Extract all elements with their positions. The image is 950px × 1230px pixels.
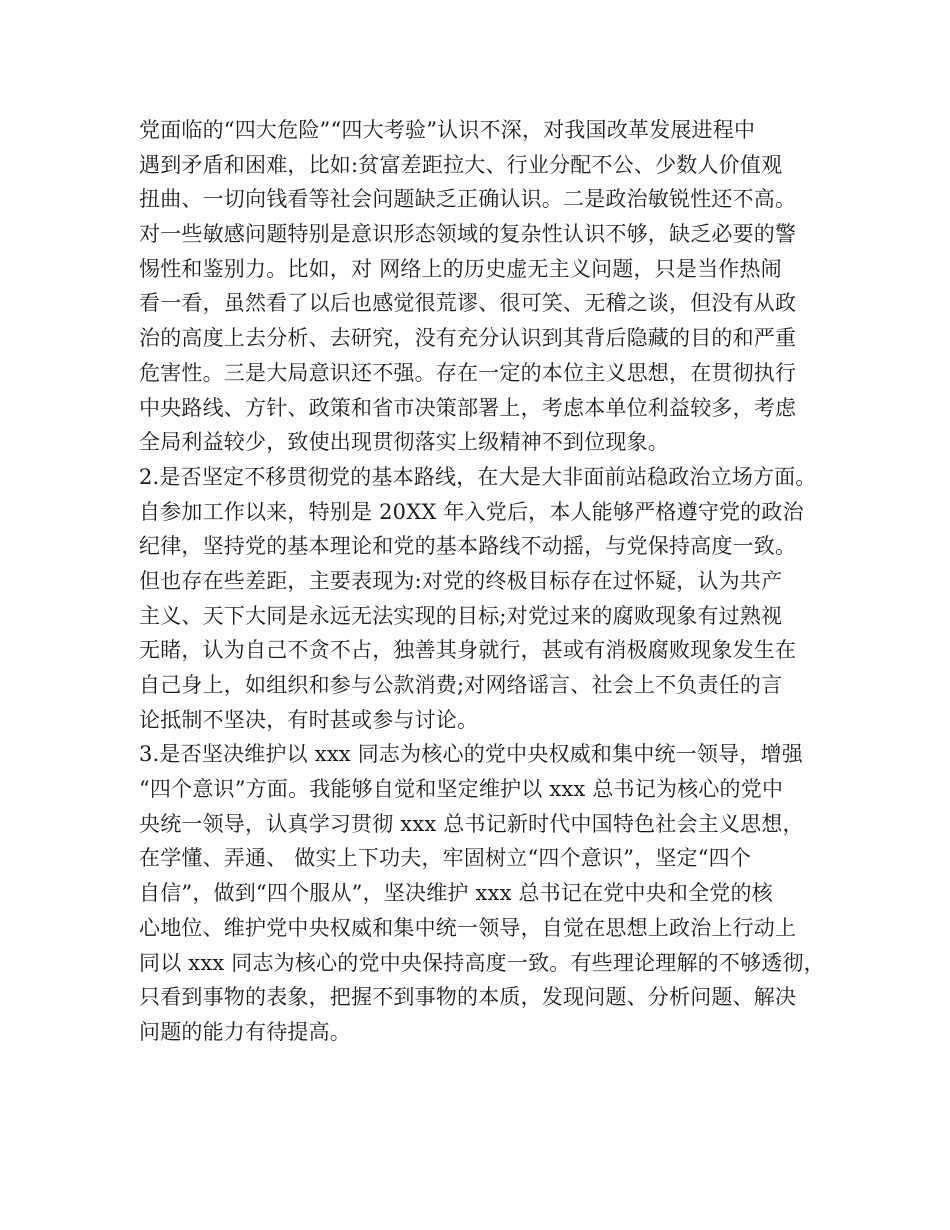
section-heading-line: 3.是否坚决维护以 xxx 同志为核心的党中央权威和集中统一领导，增强 [139,742,803,767]
text-line: “四个意识”方面。我能够自觉和坚定维护以 xxx 总书记为核心的党中 [139,777,784,802]
text-line: 自己身上，如组织和参与公款消费;对网络谣言、社会上不负责任的言 [139,673,783,697]
text-line: 对一些敏感问题特别是意识形态领域的复杂性认识不够，缺乏必要的警 [139,222,797,247]
text-line: 主义、天下大同是永远无法实现的目标;对党过来的腐败现象有过熟视 [139,603,783,628]
text-line: 心地位、维护党中央权威和集中统一领导，自觉在思想上政治上行动上 [139,915,797,940]
text-line: 论抵制不坚决，有时甚或参与讨论。 [139,707,479,732]
text-line: 自信”，做到“四个服从”，坚决维护 xxx 总书记在党中央和全党的核 [139,881,773,906]
document-body [139,113,829,1050]
text-line: 惕性和鉴别力。比如，对 网络上的历史虚无主义问题，只是当作热闹 [139,256,782,281]
text-line: 无睹，认为自己不贪不占，独善其身就行，甚或有消极腐败现象发生在 [139,638,797,663]
text-line: 扭曲、一切向钱看等社会问题缺乏正确认识。二是政治敏锐性还不高。 [139,187,797,212]
text-line: 纪律，坚持党的基本理论和党的基本路线不动摇，与党保持高度一致。 [139,534,797,559]
text-line: 同以 xxx 同志为核心的党中央保持高度一致。有些理论理解的不够透彻， [139,950,825,975]
text-line: 央统一领导，认真学习贯彻 xxx 总书记新时代中国特色社会主义思想， [139,811,804,836]
text-line: 党面临的“四大危险”“四大考验”认识不深，对我国改革发展进程中 [139,118,756,142]
text-line: 但也存在些差距，主要表现为:对党的终极目标存在过怀疑，认为共产 [139,568,783,593]
text-line: 中央路线、方针、政策和省市决策部署上，考虑本单位利益较多，考虑 [139,395,797,420]
text-line: 遇到矛盾和困难，比如:贫富差距拉大、行业分配不公、少数人价值观 [139,152,783,177]
text-line: 全局利益较少，致使出现贯彻落实上级精神不到位现象。 [139,430,669,455]
section-heading-line: 2.是否坚定不移贯彻党的基本路线，在大是大非面前站稳政治立场方面。 [139,464,817,489]
text-line: 只看到事物的表象，把握不到事物的本质，发现问题、分析问题、解决 [139,985,797,1010]
text-line: 自参加工作以来，特别是 20XX 年入党后，本人能够严格遵守党的政治 [139,499,804,524]
text-line: 危害性。三是大局意识还不强。存在一定的本位主义思想，在贯彻执行 [139,360,797,385]
text-line: 治的高度上去分析、去研究，没有充分认识到其背后隐藏的目的和严重 [139,326,797,351]
text-line: 看一看，虽然看了以后也感觉很荒谬、很可笑、无稽之谈，但没有从政 [139,291,797,316]
text-line: 在学懂、弄通、 做实上下功夫，牢固树立“四个意识”，坚定“四个 [139,846,752,871]
text-line: 问题的能力有待提高。 [139,1019,351,1044]
